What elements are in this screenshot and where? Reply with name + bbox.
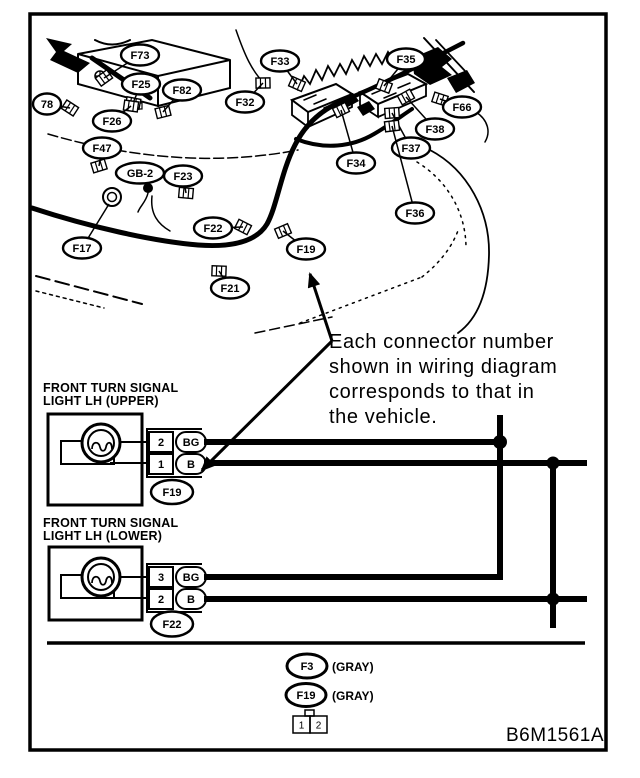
balloon-text: F25 (131, 79, 151, 91)
balloon-text: F82 (172, 85, 192, 97)
svg-text:F3: F3 (300, 661, 314, 673)
svg-text:F22: F22 (162, 619, 182, 631)
junction-dot (547, 593, 560, 606)
legend-color-note: (GRAY) (332, 660, 374, 674)
connector-label-f19 (275, 224, 325, 260)
svg-text:2: 2 (315, 720, 322, 732)
balloon-text: F73 (130, 50, 150, 62)
wheel-arch-line (430, 150, 489, 333)
lamp-title: LIGHT LH (LOWER) (43, 529, 163, 543)
balloon-text: F36 (405, 208, 425, 220)
front-turn-signal-upper (43, 381, 206, 505)
junction-dot (493, 435, 507, 449)
balloon-text: F17 (72, 243, 92, 255)
vehicle-connector-labels (33, 45, 481, 299)
balloon-text: F23 (173, 171, 193, 183)
lamp-title: LIGHT LH (UPPER) (43, 394, 159, 408)
lamp-title: FRONT TURN SIGNAL (43, 381, 179, 395)
wire-color-code: BG (182, 572, 200, 584)
balloon-text: F47 (92, 143, 112, 155)
svg-text:1: 1 (298, 720, 305, 732)
pin-cavity: 3 (157, 572, 165, 584)
clipped-label-ellipse (95, 40, 130, 45)
svg-text:F19: F19 (162, 487, 182, 499)
connector-label-f47 (83, 138, 121, 173)
balloon-text: F26 (102, 116, 122, 128)
arrow-to-diagram-f19 (202, 341, 332, 470)
svg-text:F19: F19 (296, 690, 316, 702)
balloon-text: F37 (401, 143, 421, 155)
wire-color-code: B (187, 594, 195, 606)
legend (286, 654, 374, 733)
balloon-text: F32 (235, 97, 255, 109)
connector-pin-diagram (293, 710, 327, 733)
connector-label-f66 (432, 92, 481, 117)
connector-label-f21 (211, 266, 249, 299)
connector-label-f22 (194, 218, 252, 239)
wire-color-code: BG (182, 437, 200, 449)
wire-color-code: B (187, 459, 195, 471)
pin-cavity: 1 (157, 459, 165, 471)
pin-cavity: 2 (157, 437, 165, 449)
balloon-text: F35 (396, 54, 416, 66)
balloon-text: F38 (425, 124, 445, 136)
annotation-line: corresponds to that in (329, 381, 535, 403)
junction-dot (547, 457, 560, 470)
balloon-text: F33 (270, 56, 290, 68)
annotation-line: Each connector number (329, 331, 554, 353)
balloon-text: F66 (452, 102, 472, 114)
balloon-text: F22 (203, 223, 223, 235)
legend-color-note: (GRAY) (332, 689, 374, 703)
connector-label-f32 (226, 78, 270, 113)
balloon-text: GB-2 (126, 168, 154, 180)
figure-code: B6M1561A (506, 725, 605, 746)
front-turn-signal-lower (43, 516, 206, 637)
circuit-wires (204, 415, 587, 628)
connector-label-78 (33, 94, 79, 117)
balloon-text: 78 (40, 99, 54, 111)
lamp-title: FRONT TURN SIGNAL (43, 516, 179, 530)
annotation-line: shown in wiring diagram (329, 356, 558, 378)
balloon-text: F21 (220, 283, 240, 295)
connector-label-f26 (93, 100, 139, 131)
balloon-text: F19 (296, 244, 316, 256)
connector-label-f82 (155, 80, 201, 119)
annotation-text (329, 330, 594, 430)
balloon-text: F34 (346, 158, 366, 170)
pin-cavity: 2 (157, 594, 165, 606)
annotation-line: the vehicle. (329, 406, 438, 428)
connector-label-gb-2 (116, 163, 164, 185)
round-connector (103, 188, 121, 206)
connector-label-f23 (164, 166, 202, 199)
connector-label-f17 (63, 204, 109, 259)
